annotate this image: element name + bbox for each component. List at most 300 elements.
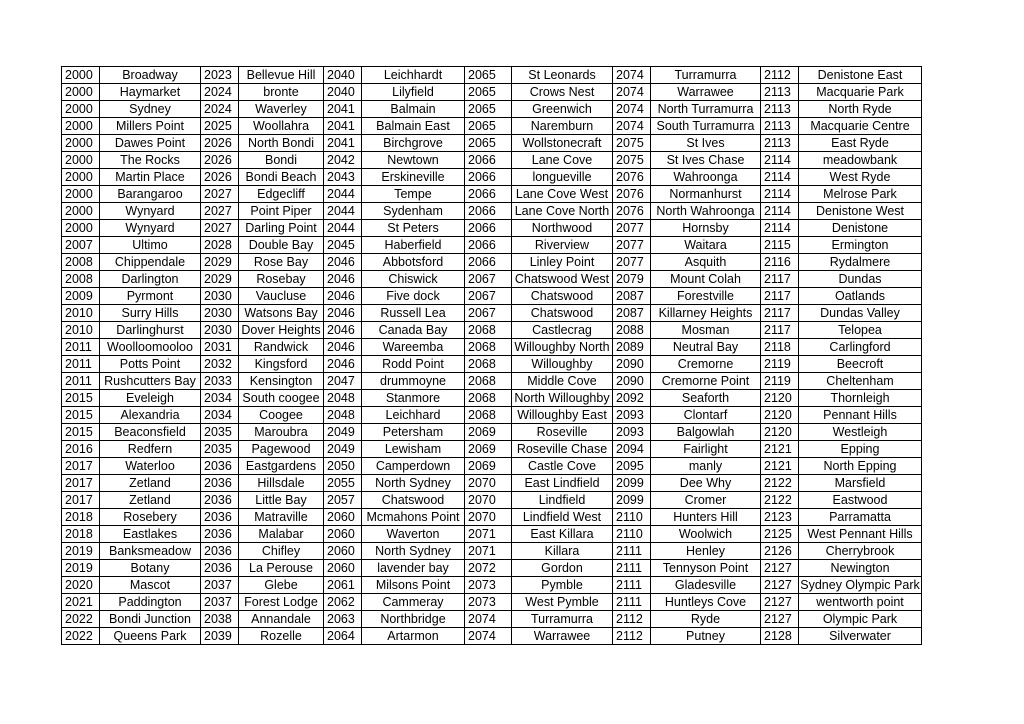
postcode-cell: 2087 [613, 305, 651, 322]
postcode-cell: 2090 [613, 373, 651, 390]
postcode-cell: 2065 [465, 101, 512, 118]
suburb-cell: Willoughby North [512, 339, 613, 356]
suburb-cell: Roseville [512, 424, 613, 441]
postcode-cell: 2120 [761, 424, 799, 441]
postcode-cell: 2088 [613, 322, 651, 339]
suburb-cell: Hornsby [651, 220, 761, 237]
postcode-cell: 2000 [62, 186, 100, 203]
postcode-cell: 2060 [324, 509, 362, 526]
table-row [62, 84, 922, 101]
postcode-cell: 2089 [613, 339, 651, 356]
postcode-cell: 2116 [761, 254, 799, 271]
table-row [62, 237, 922, 254]
postcode-cell: 2112 [613, 628, 651, 645]
suburb-cell: Tennyson Point [651, 560, 761, 577]
postcode-cell: 2111 [613, 560, 651, 577]
postcode-cell: 2000 [62, 67, 100, 84]
suburb-cell: Lindfield West [512, 509, 613, 526]
postcode-cell: 2011 [62, 356, 100, 373]
postcode-cell: 2041 [324, 101, 362, 118]
postcode-cell: 2113 [761, 84, 799, 101]
postcode-cell: 2070 [465, 492, 512, 509]
table-row [62, 628, 922, 645]
suburb-cell: Lane Cove West [512, 186, 613, 203]
postcode-cell: 2008 [62, 254, 100, 271]
suburb-cell: Artarmon [362, 628, 465, 645]
suburb-cell: Pymble [512, 577, 613, 594]
postcode-cell: 2068 [465, 373, 512, 390]
suburb-cell: Warrawee [651, 84, 761, 101]
suburb-cell: North Willoughby [512, 390, 613, 407]
postcode-cell: 2044 [324, 220, 362, 237]
suburb-cell: Chatswood [362, 492, 465, 509]
suburb-cell: Denistone [799, 220, 922, 237]
table-row [62, 424, 922, 441]
postcode-cell: 2076 [613, 169, 651, 186]
postcode-cell: 2055 [324, 475, 362, 492]
postcode-cell: 2079 [613, 271, 651, 288]
suburb-cell: Annandale [239, 611, 324, 628]
postcode-cell: 2024 [201, 84, 239, 101]
suburb-cell: Warrawee [512, 628, 613, 645]
postcode-cell: 2000 [62, 101, 100, 118]
suburb-cell: North Ryde [799, 101, 922, 118]
suburb-cell: Huntleys Cove [651, 594, 761, 611]
suburb-cell: Leichhard [362, 407, 465, 424]
suburb-cell: Sydney Olympic Park [800, 578, 920, 592]
postcode-cell: 2000 [62, 84, 100, 101]
suburb-cell: Tempe [362, 186, 465, 203]
postcode-cell: 2115 [761, 237, 799, 254]
table-row [62, 118, 922, 135]
postcode-cell: 2017 [62, 492, 100, 509]
postcode-cell: 2074 [465, 611, 512, 628]
suburb-cell: lavender bay [362, 560, 465, 577]
postcode-cell: 2068 [465, 390, 512, 407]
table-row [62, 526, 922, 543]
suburb-cell: Fairlight [651, 441, 761, 458]
postcode-cell: 2036 [201, 560, 239, 577]
postcode-cell: 2122 [761, 475, 799, 492]
suburb-cell: Woolwich [651, 526, 761, 543]
postcode-cell: 2114 [761, 220, 799, 237]
suburb-cell: West Pennant Hills [799, 526, 922, 543]
suburb-cell: drummoyne [362, 373, 465, 390]
postcode-cell: 2111 [613, 543, 651, 560]
postcode-cell: 2065 [465, 84, 512, 101]
postcode-cell: 2072 [465, 560, 512, 577]
table-row [62, 203, 922, 220]
table-row [62, 322, 922, 339]
table-row [62, 152, 922, 169]
suburb-cell: Newtown [362, 152, 465, 169]
postcode-cell: 2074 [613, 67, 651, 84]
suburb-cell: Parramatta [799, 509, 922, 526]
postcode-cell: 2095 [613, 458, 651, 475]
postcode-cell: 2114 [761, 203, 799, 220]
suburb-cell: Clontarf [651, 407, 761, 424]
suburb-cell: Redfern [100, 441, 201, 458]
postcode-cell: 2069 [465, 458, 512, 475]
postcode-cell: 2046 [324, 305, 362, 322]
suburb-cell: East Ryde [799, 135, 922, 152]
table-row [62, 611, 922, 628]
suburb-cell: Ultimo [100, 237, 201, 254]
suburb-cell: Cremorne [651, 356, 761, 373]
postcode-cell: 2070 [465, 509, 512, 526]
suburb-cell: Middle Cove [512, 373, 613, 390]
suburb-cell: South Turramurra [651, 118, 761, 135]
postcode-cell: 2073 [465, 577, 512, 594]
suburb-cell: Little Bay [239, 492, 324, 509]
postcode-cell: 2023 [201, 67, 239, 84]
table-row [62, 492, 922, 509]
suburb-cell: Martin Place [100, 169, 201, 186]
suburb-cell: Northwood [512, 220, 613, 237]
suburb-cell: Putney [651, 628, 761, 645]
suburb-cell: Waverton [362, 526, 465, 543]
postcode-cell: 2113 [761, 101, 799, 118]
suburb-cell: St Peters [362, 220, 465, 237]
table-row [62, 169, 922, 186]
suburb-cell: Balmain East [362, 118, 465, 135]
table-row [62, 339, 922, 356]
postcode-cell: 2075 [613, 135, 651, 152]
postcode-cell: 2113 [761, 135, 799, 152]
suburb-cell: Chifley [239, 543, 324, 560]
postcode-cell: 2066 [465, 237, 512, 254]
suburb-cell: Point Piper [239, 203, 324, 220]
postcode-cell: 2099 [613, 492, 651, 509]
suburb-cell: Millers Point [100, 118, 201, 135]
postcode-cell: 2034 [201, 390, 239, 407]
suburb-cell: Rushcutters Bay [100, 373, 201, 390]
suburb-cell: Melrose Park [799, 186, 922, 203]
suburb-cell: Killarney Heights [651, 305, 761, 322]
postcode-cell: 2114 [761, 169, 799, 186]
suburb-cell: Haberfield [362, 237, 465, 254]
suburb-cell: Zetland [100, 475, 201, 492]
postcode-cell: 2076 [613, 203, 651, 220]
postcode-cell: 2061 [324, 577, 362, 594]
suburb-cell: bronte [239, 84, 324, 101]
postcode-cell: 2017 [62, 458, 100, 475]
postcode-cell: 2074 [613, 101, 651, 118]
suburb-cell: Lilyfield [362, 84, 465, 101]
suburb-cell: Telopea [799, 322, 922, 339]
postcode-cell: 2019 [62, 560, 100, 577]
postcode-cell: 2029 [201, 271, 239, 288]
postcode-suburb-table [61, 66, 922, 645]
suburb-cell: St Ives Chase [651, 152, 761, 169]
postcode-cell: 2017 [62, 475, 100, 492]
postcode-cell: 2077 [613, 254, 651, 271]
suburb-cell: Wareemba [362, 339, 465, 356]
suburb-cell: Lane Cove North [512, 203, 613, 220]
postcode-cell: 2047 [324, 373, 362, 390]
suburb-cell: Queens Park [100, 628, 201, 645]
postcode-cell: 2117 [761, 288, 799, 305]
suburb-cell: Wynyard [100, 220, 201, 237]
postcode-cell: 2010 [62, 322, 100, 339]
postcode-cell: 2060 [324, 560, 362, 577]
postcode-cell: 2032 [201, 356, 239, 373]
postcode-cell: 2068 [465, 356, 512, 373]
suburb-cell: Marsfield [799, 475, 922, 492]
postcode-cell: 2068 [465, 322, 512, 339]
postcode-cell: 2015 [62, 407, 100, 424]
postcode-cell: 2122 [761, 492, 799, 509]
suburb-cell: Macquarie Park [799, 84, 922, 101]
suburb-cell: West Ryde [799, 169, 922, 186]
suburb-cell: Westleigh [799, 424, 922, 441]
postcode-cell: 2093 [613, 424, 651, 441]
suburb-cell: Cherrybrook [799, 543, 922, 560]
suburb-cell: West Pymble [512, 594, 613, 611]
table-row [62, 475, 922, 492]
postcode-cell: 2036 [201, 543, 239, 560]
postcode-cell: 2075 [613, 152, 651, 169]
suburb-cell: Wahroonga [651, 169, 761, 186]
suburb-cell: Lane Cove [512, 152, 613, 169]
postcode-cell: 2000 [62, 203, 100, 220]
postcode-cell: 2066 [465, 152, 512, 169]
postcode-cell: 2066 [465, 169, 512, 186]
table-row [62, 271, 922, 288]
suburb-cell: Bondi Beach [239, 169, 324, 186]
postcode-cell: 2030 [201, 288, 239, 305]
suburb-cell: Pennant Hills [799, 407, 922, 424]
postcode-cell: 2118 [761, 339, 799, 356]
postcode-cell: 2119 [761, 373, 799, 390]
suburb-cell: Willoughby [512, 356, 613, 373]
postcode-cell: 2026 [201, 152, 239, 169]
suburb-cell: Waverley [239, 101, 324, 118]
suburb-cell: Stanmore [362, 390, 465, 407]
table-row [62, 186, 922, 203]
postcode-cell: 2068 [465, 407, 512, 424]
suburb-cell: Coogee [239, 407, 324, 424]
suburb-cell: Carlingford [799, 339, 922, 356]
postcode-cell: 2040 [324, 67, 362, 84]
postcode-cell: 2074 [465, 628, 512, 645]
postcode-cell: 2049 [324, 441, 362, 458]
suburb-cell: Gordon [512, 560, 613, 577]
suburb-cell: Ryde [651, 611, 761, 628]
postcode-cell: 2127 [761, 594, 799, 611]
suburb-cell: Silverwater [799, 628, 922, 645]
suburb-cell: Woolloomooloo [100, 339, 201, 356]
postcode-cell: 2036 [201, 509, 239, 526]
suburb-cell: Barangaroo [100, 186, 201, 203]
postcode-cell: 2121 [761, 441, 799, 458]
table-row [62, 543, 922, 560]
suburb-cell: Milsons Point [362, 577, 465, 594]
suburb-cell: Wynyard [100, 203, 201, 220]
postcode-cell: 2060 [324, 543, 362, 560]
postcode-cell: 2067 [465, 288, 512, 305]
postcode-cell: 2114 [761, 152, 799, 169]
postcode-cell: 2077 [613, 220, 651, 237]
postcode-cell: 2099 [613, 475, 651, 492]
postcode-cell: 2041 [324, 135, 362, 152]
suburb-cell: Dawes Point [100, 135, 201, 152]
suburb-cell: Henley [651, 543, 761, 560]
postcode-cell: 2046 [324, 339, 362, 356]
postcode-cell: 2038 [201, 611, 239, 628]
postcode-cell: 2034 [201, 407, 239, 424]
postcode-cell: 2011 [62, 373, 100, 390]
suburb-cell: Newington [799, 560, 922, 577]
suburb-cell: Forest Lodge [239, 594, 324, 611]
table-row [62, 509, 922, 526]
table-row [62, 288, 922, 305]
postcode-cell: 2009 [62, 288, 100, 305]
suburb-cell: North Turramurra [651, 101, 761, 118]
postcode-cell: 2000 [62, 135, 100, 152]
postcode-cell: 2071 [465, 543, 512, 560]
suburb-cell: Neutral Bay [651, 339, 761, 356]
suburb-cell: Willoughby East [512, 407, 613, 424]
suburb-cell: Castlecrag [512, 322, 613, 339]
suburb-cell: Maroubra [239, 424, 324, 441]
postcode-cell: 2048 [324, 390, 362, 407]
postcode-cell: 2128 [761, 628, 799, 645]
postcode-cell: 2123 [761, 509, 799, 526]
suburb-cell: Bellevue Hill [239, 67, 324, 84]
postcode-cell: 2037 [201, 594, 239, 611]
postcode-cell: 2026 [201, 169, 239, 186]
suburb-cell: Banksmeadow [100, 543, 201, 560]
postcode-cell: 2094 [613, 441, 651, 458]
postcode-cell: 2000 [62, 152, 100, 169]
suburb-cell: Bondi Junction [100, 611, 201, 628]
suburb-cell: Chiswick [362, 271, 465, 288]
postcode-cell: 2027 [201, 186, 239, 203]
postcode-cell: 2066 [465, 203, 512, 220]
postcode-cell: 2111 [613, 577, 651, 594]
postcode-cell: 2000 [62, 220, 100, 237]
suburb-cell: Mount Colah [651, 271, 761, 288]
postcode-cell: 2018 [62, 509, 100, 526]
postcode-cell: 2069 [465, 441, 512, 458]
postcode-cell: 2117 [761, 305, 799, 322]
suburb-cell: Beaconsfield [100, 424, 201, 441]
postcode-cell: 2046 [324, 271, 362, 288]
suburb-cell: Cheltenham [799, 373, 922, 390]
suburb-cell: Matraville [239, 509, 324, 526]
postcode-cell: 2031 [201, 339, 239, 356]
postcode-cell: 2120 [761, 390, 799, 407]
postcode-cell: 2000 [62, 118, 100, 135]
postcode-cell: 2127 [761, 577, 799, 594]
postcode-cell: 2041 [324, 118, 362, 135]
postcode-cell: 2028 [201, 237, 239, 254]
postcode-cell: 2048 [324, 407, 362, 424]
suburb-cell: Woollahra [239, 118, 324, 135]
postcode-cell: 2111 [613, 594, 651, 611]
suburb-cell: Seaforth [651, 390, 761, 407]
suburb-cell: Petersham [362, 424, 465, 441]
suburb-cell: Abbotsford [362, 254, 465, 271]
suburb-cell: Waitara [651, 237, 761, 254]
postcode-cell: 2024 [201, 101, 239, 118]
postcode-cell: 2044 [324, 186, 362, 203]
postcode-cell: 2036 [201, 526, 239, 543]
suburb-cell: Dover Heights [239, 322, 324, 339]
suburb-cell: Normanhurst [651, 186, 761, 203]
postcode-cell: 2000 [62, 169, 100, 186]
postcode-cell: 2011 [62, 339, 100, 356]
suburb-cell: Cromer [651, 492, 761, 509]
suburb-cell: Chatswood [512, 305, 613, 322]
postcode-cell: 2036 [201, 475, 239, 492]
postcode-cell: 2020 [62, 577, 100, 594]
postcode-cell: 2030 [201, 322, 239, 339]
suburb-cell: Cammeray [362, 594, 465, 611]
suburb-cell: Botany [100, 560, 201, 577]
suburb-cell: Surry Hills [100, 305, 201, 322]
suburb-cell: Five dock [362, 288, 465, 305]
postcode-cell: 2060 [324, 526, 362, 543]
suburb-cell: Erskineville [362, 169, 465, 186]
suburb-cell: South coogee [239, 390, 324, 407]
suburb-cell: Rosebery [100, 509, 201, 526]
suburb-cell: North Epping [799, 458, 922, 475]
suburb-cell: Chatswood West [512, 271, 613, 288]
suburb-cell: Glebe [239, 577, 324, 594]
table-row [62, 101, 922, 118]
postcode-cell: 2040 [324, 84, 362, 101]
suburb-cell: Sydney [100, 101, 201, 118]
suburb-cell: Forestville [651, 288, 761, 305]
suburb-cell: Olympic Park [799, 611, 922, 628]
suburb-cell: Lindfield [512, 492, 613, 509]
postcode-cell: 2064 [324, 628, 362, 645]
suburb-cell: Gladesville [651, 577, 761, 594]
postcode-cell: 2046 [324, 288, 362, 305]
suburb-cell: Rosebay [239, 271, 324, 288]
suburb-cell: Crows Nest [512, 84, 613, 101]
suburb-cell: Greenwich [512, 101, 613, 118]
suburb-cell: The Rocks [100, 152, 201, 169]
table-row [62, 407, 922, 424]
postcode-cell: 2015 [62, 424, 100, 441]
suburb-cell: manly [651, 458, 761, 475]
suburb-cell: Waterloo [100, 458, 201, 475]
suburb-cell: Linley Point [512, 254, 613, 271]
table-row [62, 67, 922, 84]
postcode-cell: 2067 [465, 271, 512, 288]
table-row [62, 441, 922, 458]
postcode-cell: 2035 [201, 424, 239, 441]
table-row [62, 356, 922, 373]
suburb-cell: Dundas Valley [799, 305, 922, 322]
suburb-cell: Kingsford [239, 356, 324, 373]
suburb-cell: Denistone West [799, 203, 922, 220]
suburb-cell: Riverview [512, 237, 613, 254]
postcode-cell: 2030 [201, 305, 239, 322]
postcode-cell: 2065 [465, 135, 512, 152]
postcode-cell: 2037 [201, 577, 239, 594]
postcode-cell: 2066 [465, 220, 512, 237]
suburb-cell: Randwick [239, 339, 324, 356]
postcode-cell: 2112 [761, 67, 799, 84]
suburb-cell: Alexandria [100, 407, 201, 424]
postcode-cell: 2087 [613, 288, 651, 305]
postcode-cell: 2019 [62, 543, 100, 560]
postcode-cell: 2119 [761, 356, 799, 373]
